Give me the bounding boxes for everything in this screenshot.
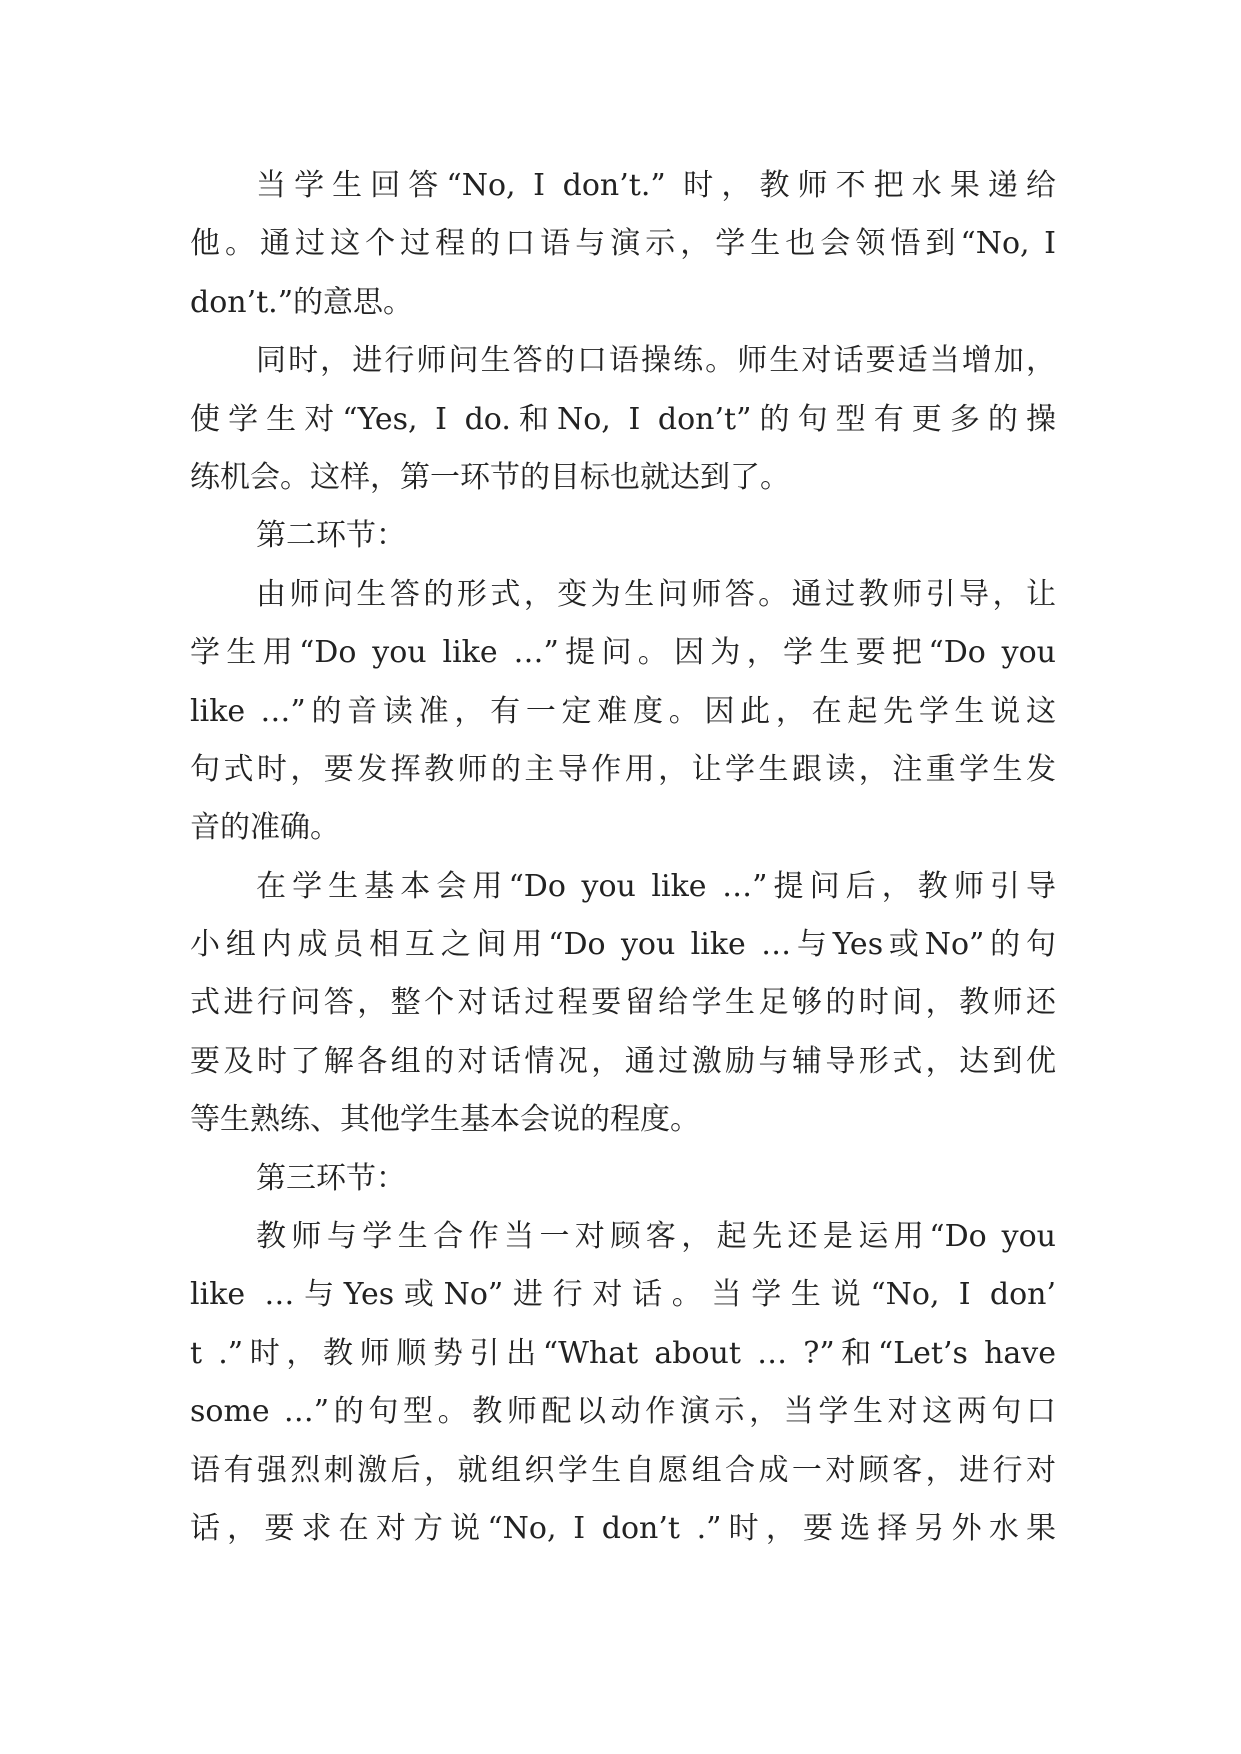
text-line: 当学生回答“No, I don’t.” 时，教师不把水果递给: [256, 168, 1056, 203]
text-line: 等生熟练、其他学生基本会说的程度。: [190, 1102, 700, 1138]
text-line: 使学生对“Yes, I do.和No, I don’t”的句型有更多的操: [190, 401, 1056, 437]
text-line: don’t.”的意思。: [190, 284, 414, 320]
text-line: 音的准确。: [190, 810, 340, 846]
text-line: like …与Yes或No”进行对话。当学生说“No, I don’: [190, 1277, 1056, 1313]
text-line: 同时，进行师问生答的口语操练。师生对话要适当增加，: [256, 343, 1056, 379]
text-line: 要及时了解各组的对话情况，通过激励与辅导形式，达到优: [190, 1043, 1056, 1079]
text-line: 第三环节：: [256, 1160, 406, 1196]
text-line: 他。通过这个过程的口语与演示，学生也会领悟到“No, I: [190, 226, 1056, 262]
text-line: 语有强烈刺激后，就组织学生自愿组合成一对顾客，进行对: [190, 1452, 1056, 1488]
body-text: [190, 157, 1056, 1558]
text-line: 在学生基本会用“Do you like …”提问后，教师引导: [256, 868, 1056, 904]
text-line: 由师问生答的形式，变为生问师答。通过教师引导，让: [256, 576, 1056, 612]
text-line: 话，要求在对方说“No, I don’t .”时，要选择另外水果: [190, 1510, 1056, 1546]
text-line: 教师与学生合作当一对顾客，起先还是运用“Do you: [256, 1219, 1056, 1255]
text-line: like …”的音读准，有一定难度。因此，在起先学生说这: [190, 693, 1056, 729]
text-line: 练机会。这样，第一环节的目标也就达到了。: [190, 459, 790, 495]
text-line: 学生用“Do you like …”提问。因为，学生要把“Do you: [190, 635, 1056, 671]
text-line: 小组内成员相互之间用“Do you like …与Yes或No”的句: [190, 927, 1056, 963]
text-line: some …”的句型。教师配以动作演示，当学生对这两句口: [190, 1394, 1056, 1430]
text-line: 式进行问答，整个对话过程要留给学生足够的时间，教师还: [190, 985, 1056, 1021]
text-line: t .”时，教师顺势引出“What about … ?”和“Let’s have: [190, 1335, 1056, 1371]
text-line: 句式时，要发挥教师的主导作用，让学生跟读，注重学生发: [190, 751, 1056, 787]
text-line: 第二环节：: [256, 518, 406, 554]
